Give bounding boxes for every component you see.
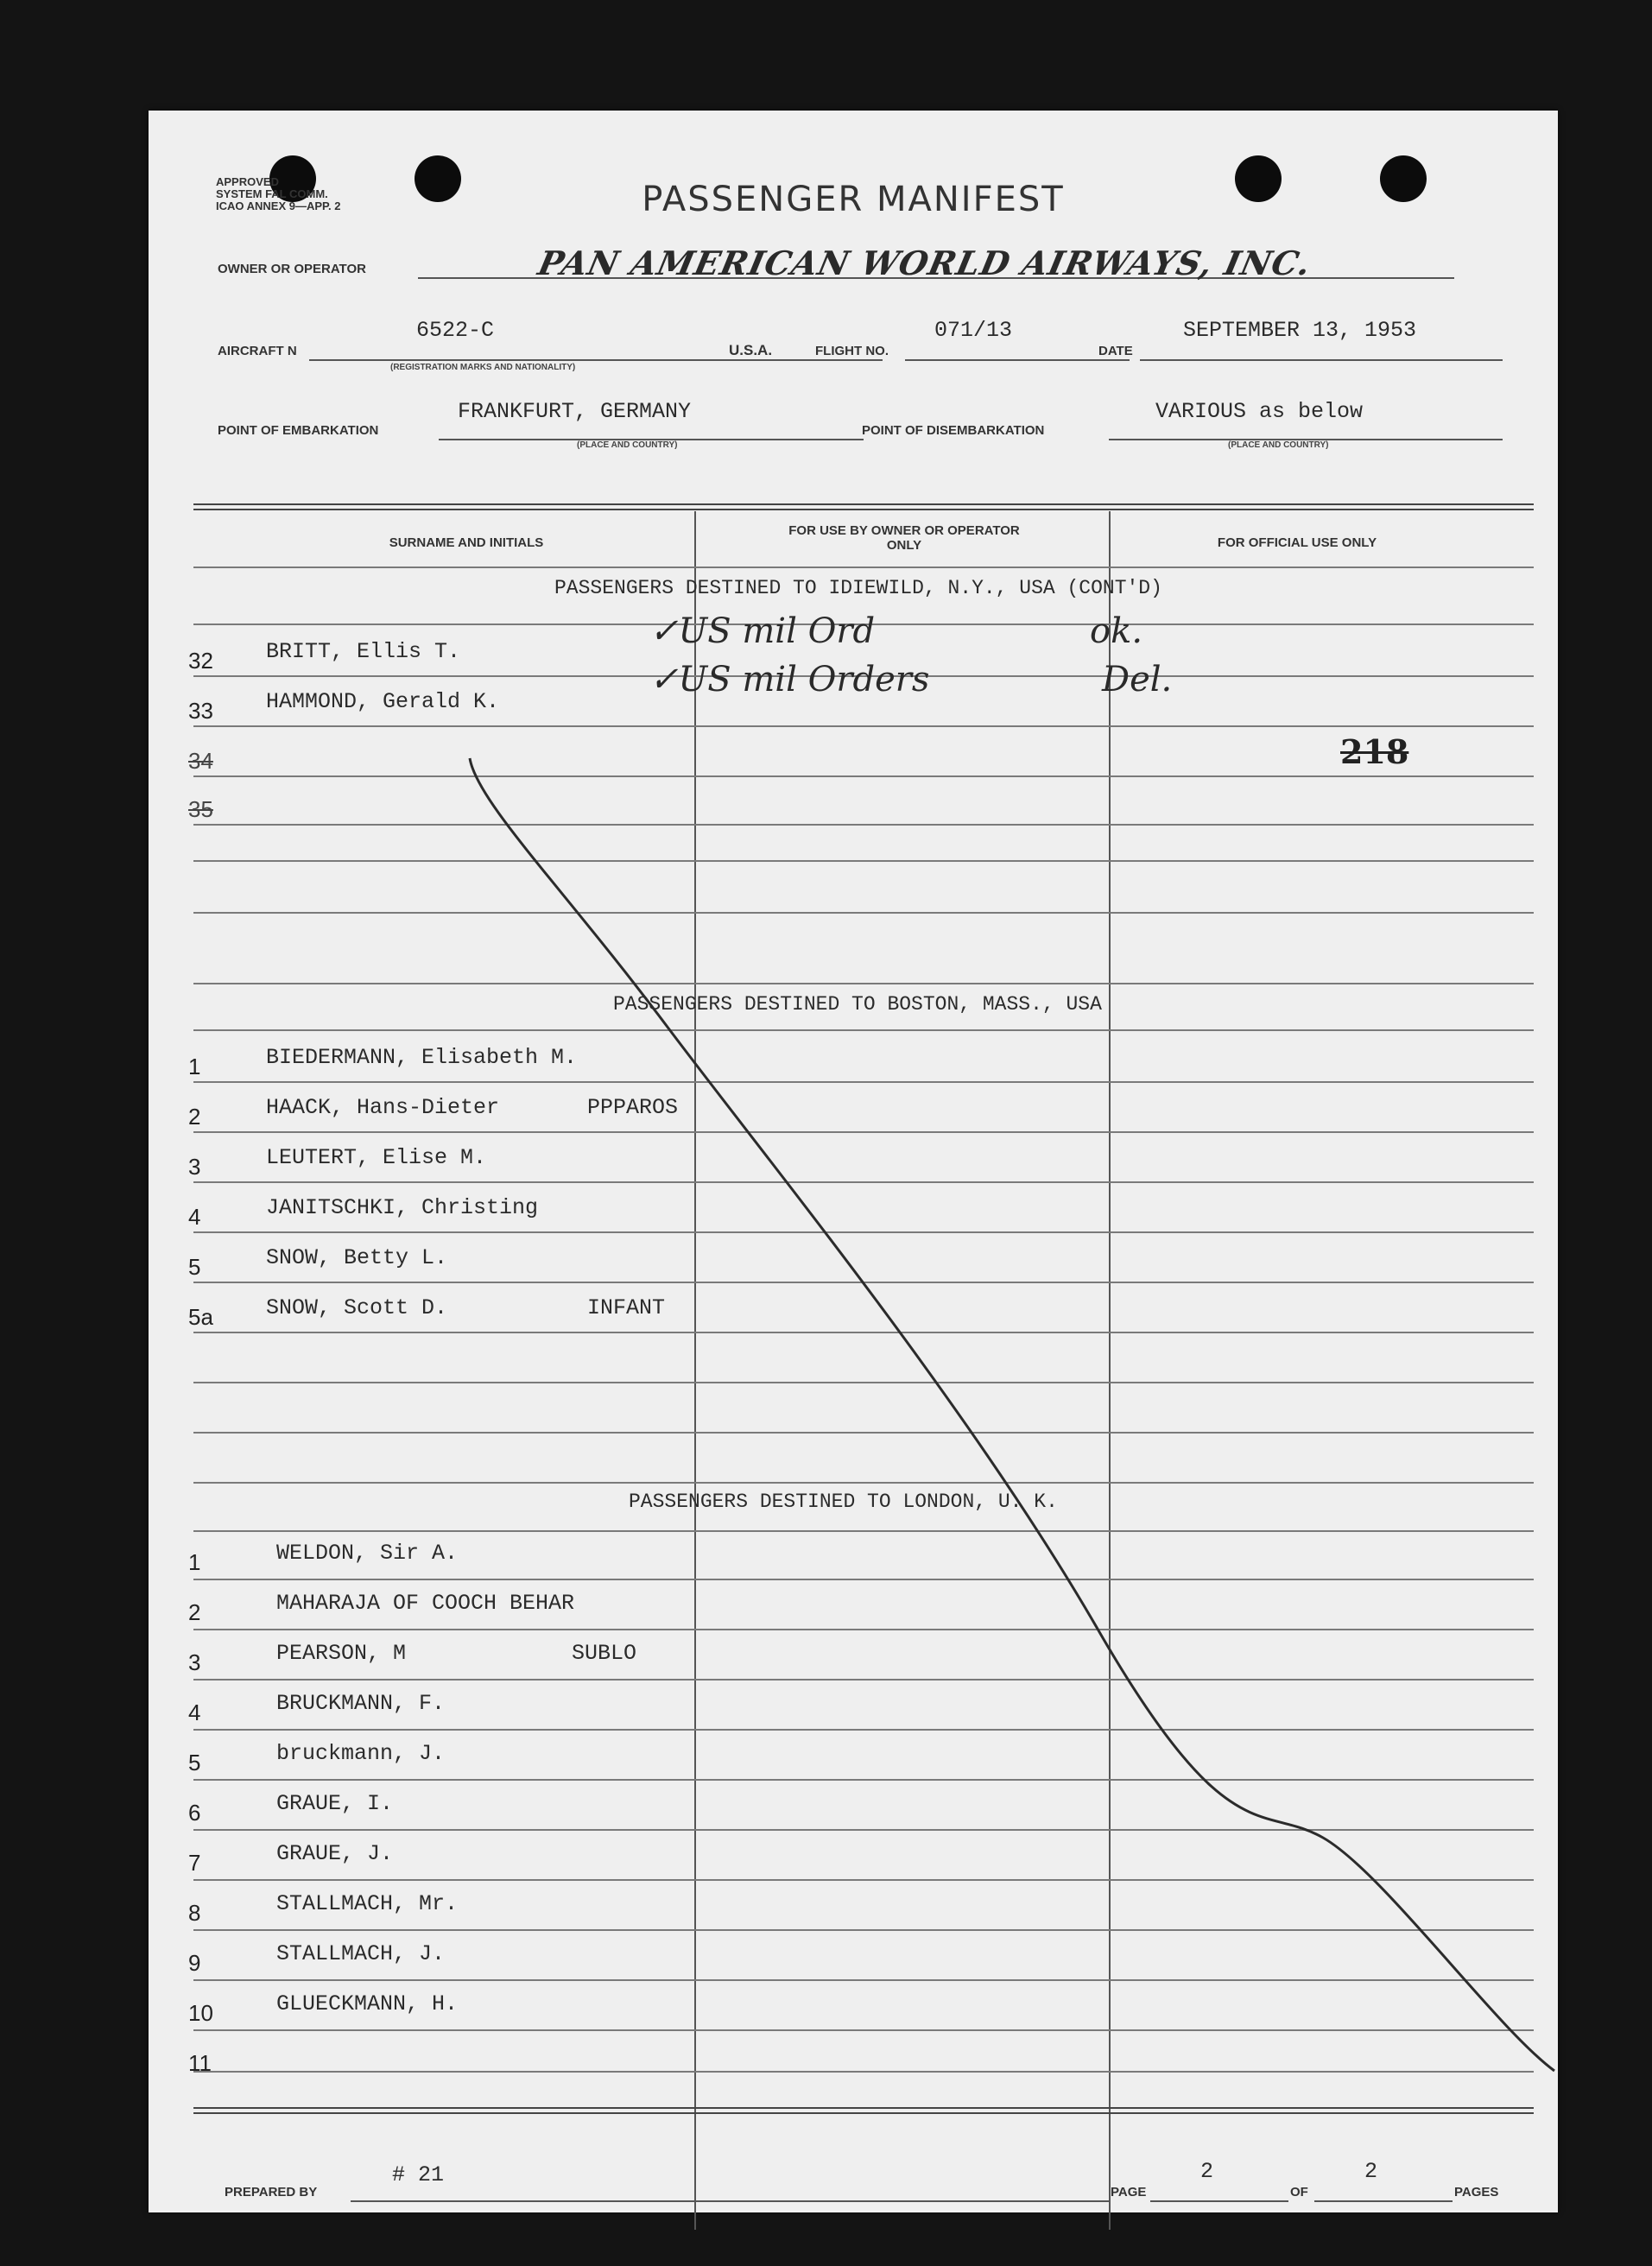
passenger-name: SNOW, Betty L.	[266, 1245, 448, 1270]
official-stamp-number: 218	[1340, 732, 1409, 771]
passenger-name: BRITT, Ellis T.	[266, 639, 461, 664]
passenger-name: GRAUE, I.	[276, 1791, 394, 1816]
section-title: PASSENGERS DESTINED TO LONDON, U. K.	[629, 1491, 1058, 1513]
passenger-name: GRAUE, J.	[276, 1841, 394, 1866]
row-number: 5a	[188, 1304, 213, 1330]
disembarkation-label: POINT OF DISEMBARKATION	[862, 423, 1045, 438]
prepared-label: PREPARED BY	[225, 2185, 318, 2200]
handwritten-note-row-33: ✓US mil Orders	[649, 660, 930, 699]
pencil-cross-out-line	[149, 111, 1558, 2212]
page-value: 2	[1200, 2159, 1214, 2184]
embarkation-value: FRANKFURT, GERMANY	[458, 399, 692, 424]
table-bottom-rule	[193, 2107, 1534, 2114]
handwritten-note-row-32: ✓US mil Ord	[649, 611, 876, 651]
embarkation-note: (PLACE AND COUNTRY)	[577, 440, 678, 450]
row-number: 8	[188, 1900, 201, 1926]
passenger-name: LEUTERT, Elise M.	[266, 1145, 487, 1170]
row-number: 33	[188, 698, 213, 724]
row-number: 9	[188, 1950, 201, 1976]
owner-label: OWNER OR OPERATOR	[218, 262, 366, 276]
passenger-name: BIEDERMANN, Elisabeth M.	[266, 1045, 578, 1070]
passenger-note: INFANT	[587, 1295, 666, 1320]
prepared-underline	[351, 2200, 1111, 2202]
column-surname: SURNAME AND INITIALS	[389, 535, 544, 550]
section-title: PASSENGERS DESTINED TO BOSTON, MASS., USA	[613, 993, 1102, 1016]
passenger-name: WELDON, Sir A.	[276, 1541, 459, 1566]
handwritten-official-row-32: ok.	[1090, 611, 1143, 651]
date-label: DATE	[1098, 344, 1133, 358]
passenger-name: STALLMACH, Mr.	[276, 1891, 459, 1916]
embarkation-label: POINT OF EMBARKATION	[218, 423, 379, 438]
row-number: 4	[188, 1204, 201, 1230]
row-number: 6	[188, 1800, 201, 1826]
row-number: 3	[188, 1649, 201, 1675]
row-number: 7	[188, 1850, 201, 1876]
passenger-name: STALLMACH, J.	[276, 1941, 446, 1966]
row-number: 1	[188, 1054, 201, 1079]
aircraft-value: 6522-C	[416, 318, 495, 343]
row-number: 2	[188, 1599, 201, 1625]
row-number: 32	[188, 648, 213, 674]
passenger-name: HAACK, Hans-Dieter	[266, 1095, 500, 1120]
prepared-value: # 21	[392, 2162, 445, 2187]
date-value: SEPTEMBER 13, 1953	[1183, 318, 1417, 343]
passenger-name: PEARSON, M	[276, 1641, 407, 1666]
approval-line: ICAO ANNEX 9—APP. 2	[216, 199, 341, 212]
row-number: 4	[188, 1700, 201, 1725]
of-value: 2	[1364, 2159, 1378, 2184]
passenger-note: SUBLO	[572, 1641, 637, 1666]
registration-note: (REGISTRATION MARKS AND NATIONALITY)	[390, 363, 576, 372]
carrier-name: PAN AMERICAN WORLD AIRWAYS, INC.	[535, 244, 1315, 282]
row-number: 35	[188, 796, 213, 822]
passenger-name: SNOW, Scott D.	[266, 1295, 448, 1320]
passenger-name: MAHARAJA OF COOCH BEHAR	[276, 1591, 575, 1616]
row-number: 2	[188, 1104, 201, 1130]
passenger-name: GLUECKMANN, H.	[276, 1991, 459, 2016]
aircraft-label: AIRCRAFT N	[218, 344, 297, 358]
row-number: 5	[188, 1254, 201, 1280]
pages-label: PAGES	[1454, 2185, 1499, 2200]
of-underline	[1314, 2200, 1453, 2202]
page-label: PAGE	[1111, 2185, 1147, 2200]
passenger-name: bruckmann, J.	[276, 1741, 446, 1766]
passenger-name: JANITSCHKI, Christing	[266, 1195, 539, 1220]
nationality: U.S.A.	[729, 342, 773, 358]
manifest-sheet	[149, 111, 1558, 2212]
row-number: 1	[188, 1549, 201, 1575]
row-number: 34	[188, 748, 213, 774]
row-number: 5	[188, 1750, 201, 1775]
row-number: 11	[188, 2050, 212, 2076]
of-label: OF	[1290, 2185, 1308, 2200]
form-title: PASSENGER MANIFEST	[642, 180, 1065, 219]
flight-label: FLIGHT NO.	[815, 344, 889, 358]
row-number: 10	[188, 2000, 213, 2026]
approval-line: APPROVED	[216, 175, 279, 188]
page-underline	[1150, 2200, 1288, 2202]
passenger-name: HAMMOND, Gerald K.	[266, 689, 500, 714]
column-official-use: FOR OFFICIAL USE ONLY	[1217, 535, 1377, 550]
flight-value: 071/13	[934, 318, 1013, 343]
row-number: 3	[188, 1154, 201, 1180]
approval-line: SYSTEM FAL COMM.	[216, 187, 328, 200]
section-title: PASSENGERS DESTINED TO IDIEWILD, N.Y., USA (CONT'D)	[554, 577, 1162, 599]
column-owner-use: FOR USE BY OWNER OR OPERATOR ONLY	[788, 523, 1020, 553]
disembarkation-note: (PLACE AND COUNTRY)	[1228, 440, 1329, 450]
passenger-note: PPPAROS	[587, 1095, 679, 1120]
handwritten-official-row-33: Del.	[1102, 660, 1173, 699]
disembarkation-value: VARIOUS as below	[1155, 399, 1364, 424]
passenger-name: BRUCKMANN, F.	[276, 1691, 446, 1716]
